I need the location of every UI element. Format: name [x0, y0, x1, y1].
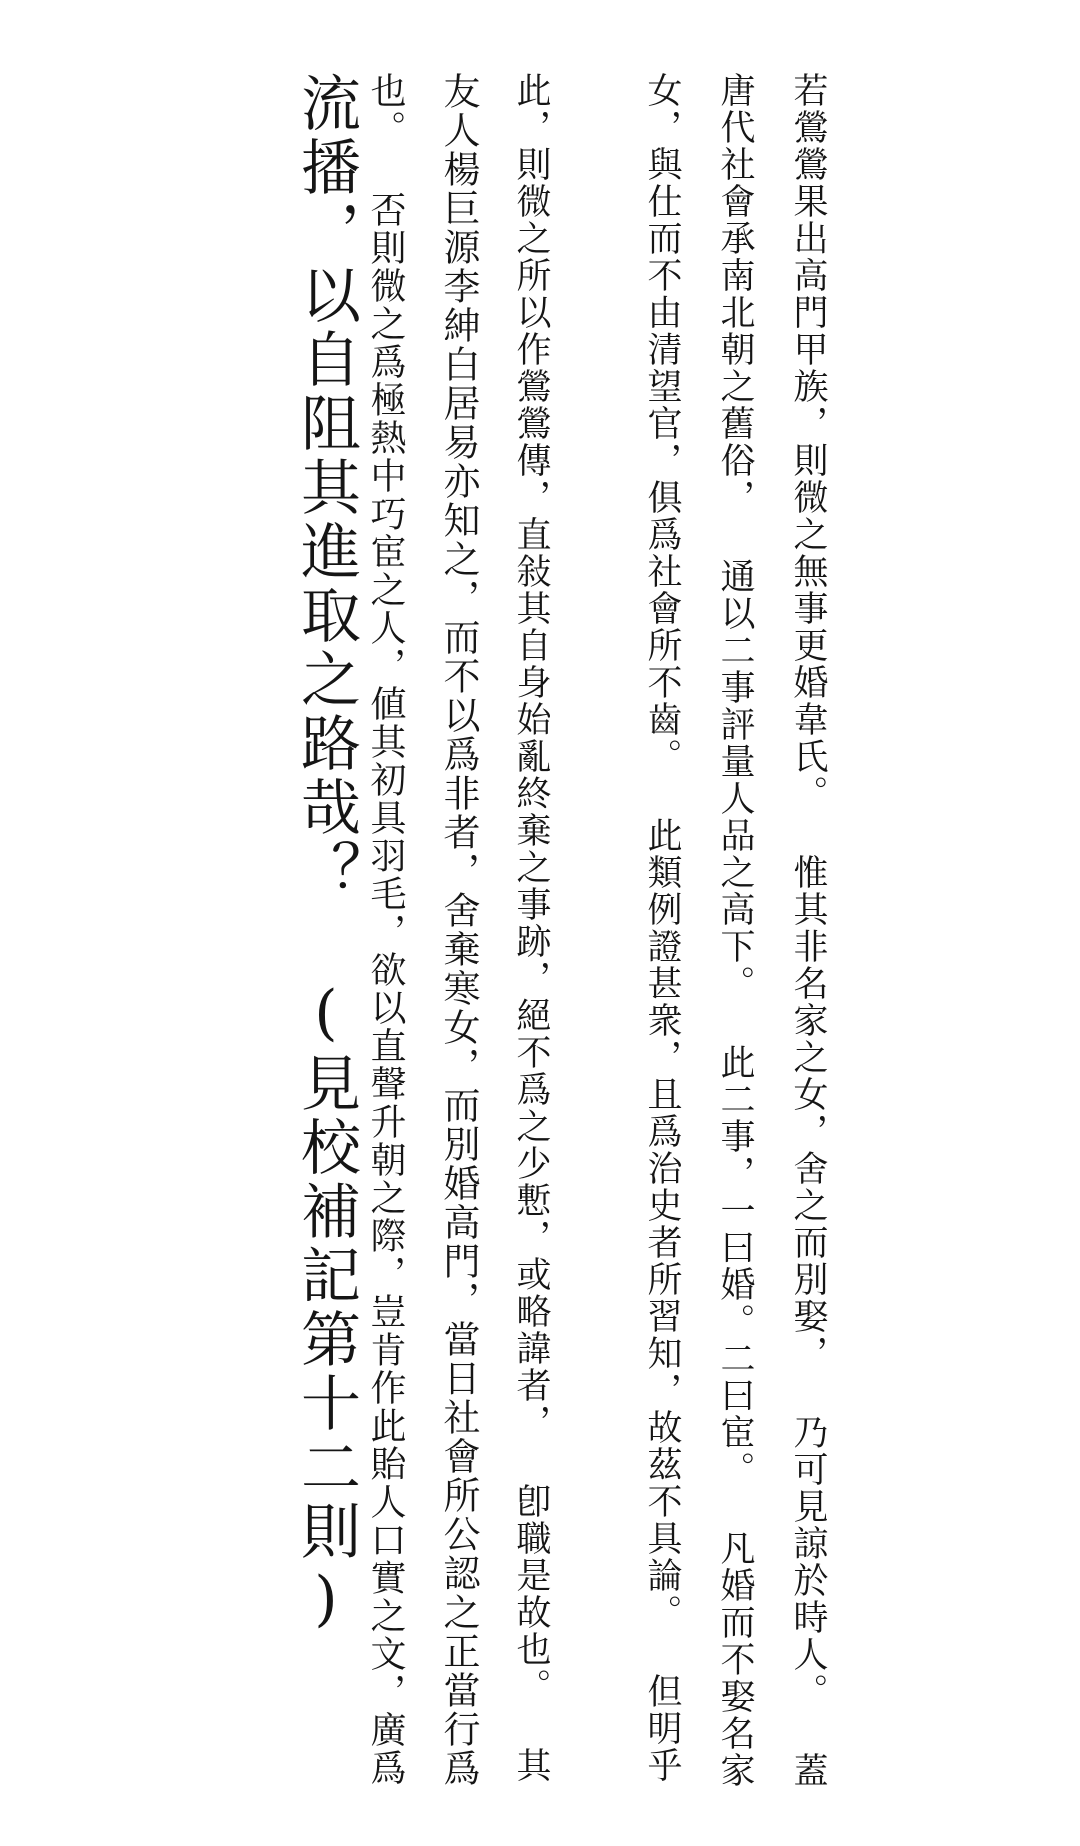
text-column: 唐代社會承南北朝之舊俗， 通以二事評量人品之高下。 此二事，一曰婚。二曰宦。 凡婚而不娶名家 — [715, 72, 755, 1789]
text-column: 女，與仕而不由清望官，俱爲社會所不齒。 此類例證甚衆，且爲治史者所習知，故茲不具論。 但明乎 — [642, 72, 682, 1784]
text-column: 也。 否則微之爲極熱中巧宦之人，値其初具羽毛，欲以直聲升朝之際，豈肯作此貽人口實之文，廣爲 — [365, 72, 406, 1787]
text-column: 若鶯鶯果出高門甲族，則微之無事更婚韋氏。 惟其非名家之女，舍之而別娶， 乃可見諒於時人。 蓋 — [788, 72, 828, 1789]
text-column: 此，則微之所以作鶯鶯傳，直敍其自身始亂終棄之事跡，絕不爲之少慙，或略諱者， 卽職是故也。 其 — [511, 72, 551, 1784]
text-column: 流播，以自阻其進取之路哉？ (見校補記第十二則) — [291, 72, 361, 1638]
text-column: 友人楊巨源李紳白居易亦知之，而不以爲非者，舍棄寒女，而別婚高門，當日社會所公認之正當行爲 — [437, 72, 480, 1788]
